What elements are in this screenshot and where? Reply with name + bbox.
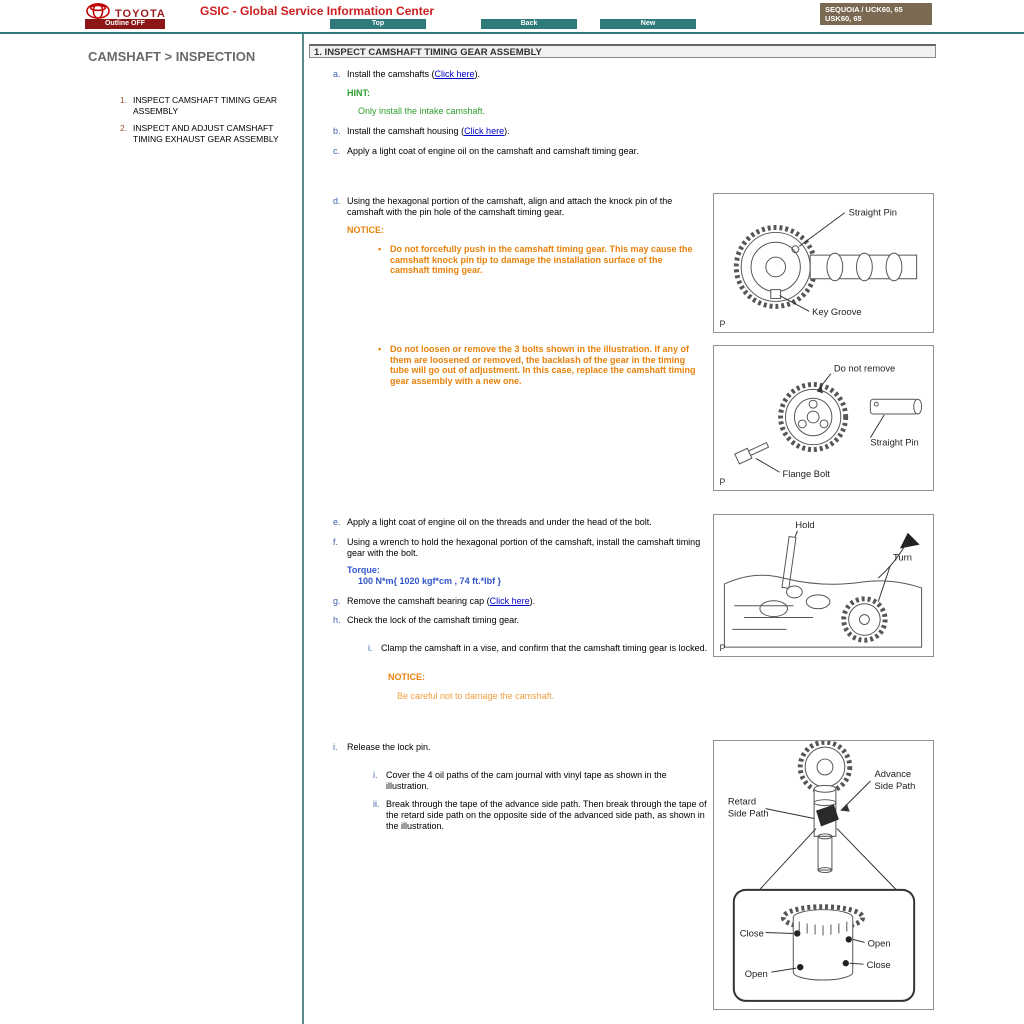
step-letter: i.: [333, 742, 338, 752]
sidebar-item-inspect-timing-gear[interactable]: [120, 95, 292, 116]
header-divider: [0, 32, 1024, 34]
step-letter: a.: [333, 69, 341, 79]
figure-hold-and-turn: [713, 514, 934, 657]
step-e: [333, 517, 707, 528]
flange-bolt-label: Flange Bolt: [782, 469, 830, 480]
notice-bullet-text: • Do not loosen or remove the 3 bolts shown in the illustration. If any of them are loosened or removed, the backlash of the gear in the timing tube will go out of adjustment. In this case, replace the camshaft timing gear assembly with a new one.: [390, 344, 696, 386]
step-text: ).: [504, 126, 510, 136]
substep-h-i: [368, 643, 708, 654]
figure-corner-mark: P: [719, 643, 726, 654]
step-text: Check the lock of the camshaft timing gear.: [347, 615, 520, 625]
step-text: ).: [529, 596, 536, 606]
step-f: [333, 537, 707, 559]
substep-numeral: i.: [368, 643, 373, 653]
toc-item-number: 2.: [120, 123, 128, 133]
substep-numeral: ii.: [373, 799, 380, 809]
step-letter: f.: [333, 537, 339, 547]
hold-label: Hold: [795, 519, 815, 530]
step-letter: e.: [333, 517, 341, 527]
step-text: Release the lock pin.: [347, 742, 431, 752]
section-header: 1. INSPECT CAMSHAFT TIMING GEAR ASSEMBLY: [309, 44, 936, 58]
figure-corner-mark: P: [719, 477, 726, 488]
notice-bullet: [378, 344, 703, 386]
sidebar-divider: [302, 34, 304, 1024]
hint-label: HINT:: [347, 88, 370, 98]
step-text: ).: [474, 69, 481, 79]
torque-label: Torque:: [347, 565, 380, 575]
turn-label: Turn: [893, 552, 912, 563]
step-text: Install the camshaft housing (: [347, 126, 465, 136]
figure-corner-mark: P: [719, 319, 726, 330]
notice-text: Be careful not to damage the camshaft.: [397, 691, 555, 701]
retard-side-path-label: Retard: [727, 795, 757, 807]
sidebar-item-inspect-adjust-exhaust-gear[interactable]: [120, 123, 292, 144]
notice-bullet-text: • Do not forcefully push in the camshaft timing gear. This may cause the camshaft knock pin tip to damage the installation surface of the camshaft timing gear.: [390, 244, 693, 275]
click-here-link-bearing-cap[interactable]: Click here: [489, 596, 530, 606]
substep-i-ii: [373, 799, 711, 832]
advance-side-path-label: Side Path: [874, 779, 916, 791]
step-text: Using a wrench to hold the hexagonal portion of the camshaft, install the camshaft timing gear with the bolt.: [347, 537, 701, 558]
substep-text: Break through the tape of the advance side path. Then break through the tape of the retard side path on the opposite side of the advanced side path, as shown in the illustration.: [386, 799, 707, 831]
figure-do-not-remove-bolts: [713, 345, 934, 491]
retard-side-path-label: Side Path: [727, 807, 769, 819]
figure-oil-path-tape: [713, 740, 934, 1010]
figure-timing-gear-straight-pin: [713, 193, 934, 333]
table-of-contents: [120, 95, 292, 151]
toc-item-label: INSPECT AND ADJUST CAMSHAFT TIMING EXHAUST GEAR ASSEMBLY: [133, 123, 279, 144]
toc-item-label: INSPECT CAMSHAFT TIMING GEAR ASSEMBLY: [133, 95, 278, 116]
step-text: Remove the camshaft bearing cap (: [347, 596, 490, 606]
substep-i-i: [373, 770, 708, 792]
vehicle-badge: [820, 3, 932, 25]
top-button[interactable]: Top: [330, 19, 426, 29]
step-letter: b.: [333, 126, 341, 136]
new-button[interactable]: New: [600, 19, 696, 29]
step-letter: c.: [333, 146, 341, 156]
straight-pin-label: Straight Pin: [870, 437, 919, 448]
straight-pin-label: Straight Pin: [848, 207, 898, 218]
step-text: Using the hexagonal portion of the camshaft, align and attach the knock pin of the camshaft with the pin hole of the camshaft timing gear.: [347, 196, 673, 217]
step-g: [333, 596, 707, 607]
step-d: [333, 196, 707, 218]
hint-text: Only install the intake camshaft.: [358, 106, 486, 116]
step-c: [333, 146, 707, 157]
click-here-link-housing[interactable]: Click here: [464, 126, 505, 136]
notice-label: NOTICE:: [347, 225, 384, 235]
step-letter: d.: [333, 196, 341, 206]
step-text: Install the camshafts (: [347, 69, 435, 79]
click-here-link-camshafts[interactable]: Click here: [434, 69, 475, 79]
substep-text: Cover the 4 oil paths of the cam journal with vinyl tape as shown in the illustration.: [386, 770, 667, 791]
outline-off-button[interactable]: Outline OFF: [85, 19, 165, 29]
vehicle-badge-line2: USK60, 65: [825, 14, 862, 23]
step-b: [333, 126, 707, 137]
torque-value: 100 N*m{ 1020 kgf*cm , 74 ft.*lbf }: [358, 576, 502, 586]
open-label: Open: [744, 968, 768, 980]
step-i: [333, 742, 707, 753]
notice-label: NOTICE:: [388, 672, 425, 682]
toc-item-number: 1.: [120, 95, 128, 105]
key-groove-label: Key Groove: [812, 307, 862, 318]
brand-text: TOYOTA: [115, 7, 166, 20]
step-text: Apply a light coat of engine oil on the threads and under the head of the bolt.: [347, 517, 652, 527]
step-text: Apply a light coat of engine oil on the camshaft and camshaft timing gear.: [347, 146, 639, 156]
step-a: [333, 69, 707, 80]
step-letter: g.: [333, 596, 341, 606]
do-not-remove-label: Do not remove: [833, 363, 896, 374]
close-label: Close: [866, 959, 891, 971]
vehicle-badge-line1: SEQUOIA / UCK60, 65: [825, 5, 903, 14]
substep-numeral: i.: [373, 770, 378, 780]
advance-side-path-label: Advance: [874, 767, 912, 779]
open-label: Open: [867, 937, 891, 949]
substep-text: Clamp the camshaft in a vise, and confirm that the camshaft timing gear is locked.: [381, 643, 708, 653]
step-letter: h.: [333, 615, 341, 625]
notice-bullet: [378, 244, 703, 276]
step-h: [333, 615, 707, 626]
page-title: CAMSHAFT > INSPECTION: [88, 49, 256, 64]
app-title: GSIC - Global Service Information Center: [200, 4, 435, 18]
back-button[interactable]: Back: [481, 19, 577, 29]
close-label: Close: [739, 927, 764, 939]
